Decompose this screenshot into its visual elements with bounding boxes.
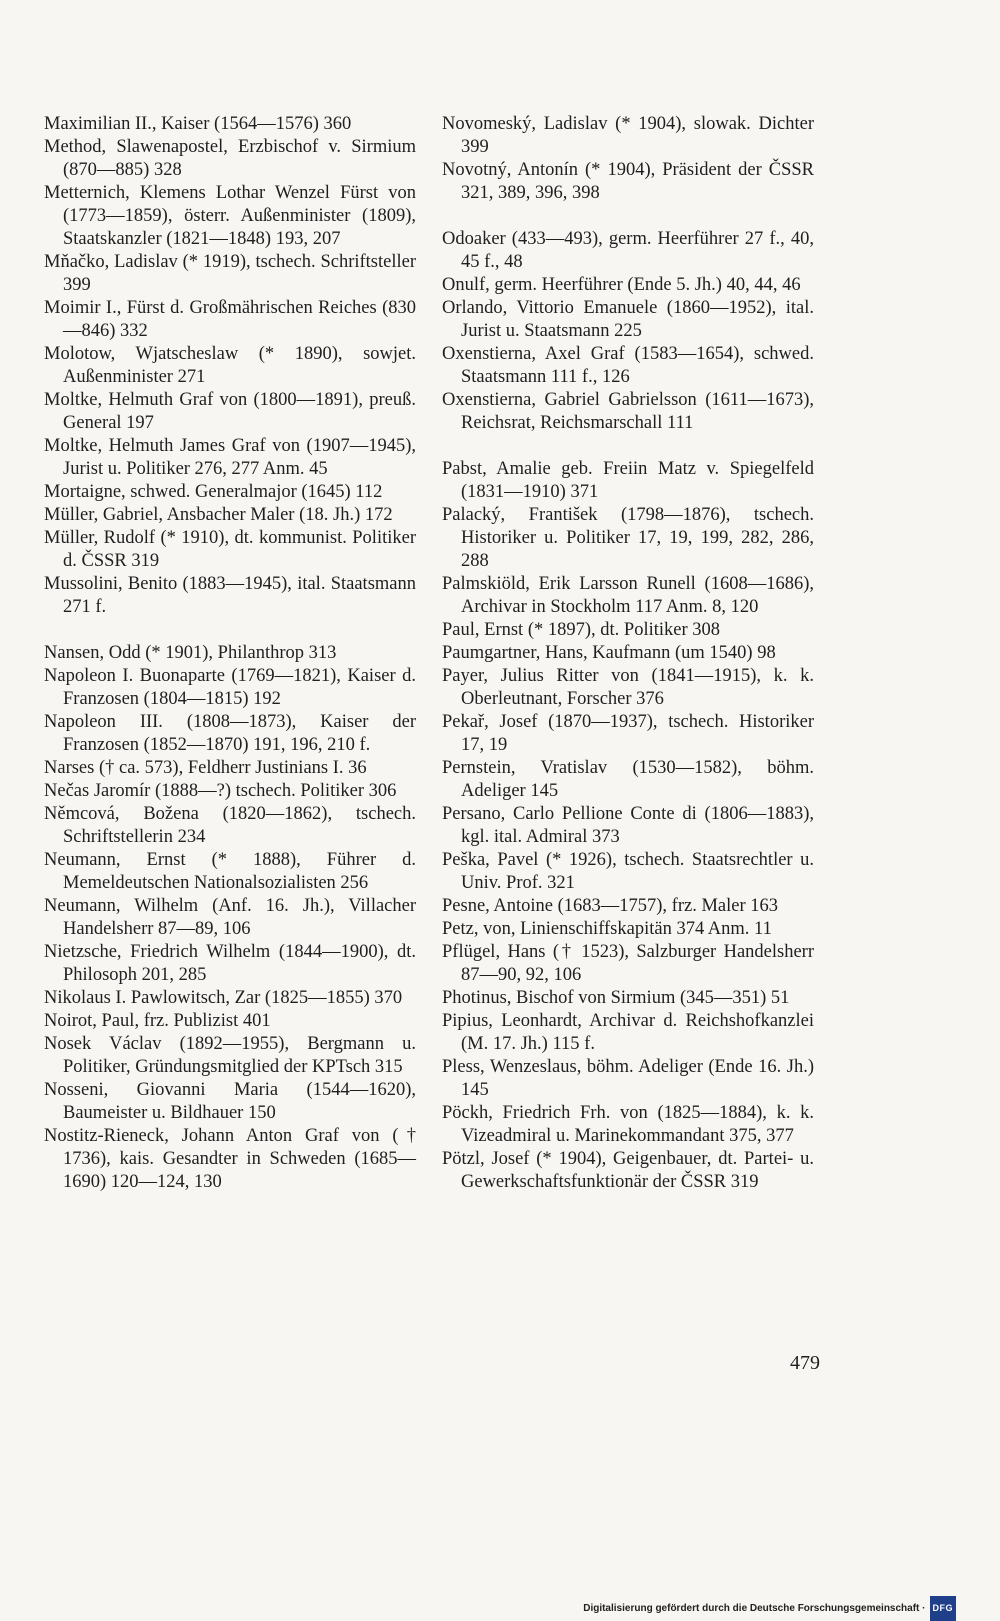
index-entry: Pöckh, Friedrich Frh. von (1825—1884), k. k. Vizeadmiral u. Marinekommandant 375, 377 [442,1103,814,1146]
index-entry: Paul, Ernst (* 1897), dt. Politiker 308 [442,620,720,640]
index-entry: Moimir I., Fürst d. Großmährischen Reiches (830—846) 332 [44,298,416,341]
index-entry: Narses († ca. 573), Feldherr Justinians I. 36 [44,758,367,778]
index-entry: Payer, Julius Ritter von (1841—1915), k. k. Oberleutnant, Forscher 376 [442,666,814,709]
index-entry: Persano, Carlo Pellione Conte di (1806—1883), kgl. ital. Admiral 373 [442,804,814,847]
index-entry: Onulf, germ. Heerführer (Ende 5. Jh.) 40, 44, 46 [442,275,801,295]
index-entry: Nečas Jaromír (1888—?) tschech. Politiker 306 [44,781,397,801]
letter-section-gap [44,619,416,642]
index-entry: Paumgartner, Hans, Kaufmann (um 1540) 98 [442,643,776,663]
letter-section-gap [442,435,814,458]
index-entry: Mussolini, Benito (1883—1945), ital. Staatsmann 271 f. [44,574,416,617]
page-number: 479 [790,1352,820,1374]
index-entry: Molotow, Wjatscheslaw (* 1890), sowjet. Außenminister 271 [44,344,416,387]
index-entry: Müller, Rudolf (* 1910), dt. kommunist. Politiker d. ČSSR 319 [44,528,416,571]
index-entry: Palacký, František (1798—1876), tschech. Historiker u. Politiker 17, 19, 199, 282, 286, 288 [442,505,814,571]
index-entry: Peška, Pavel (* 1926), tschech. Staatsrechtler u. Univ. Prof. 321 [442,850,814,893]
index-entry: Němcová, Božena (1820—1862), tschech. Schriftstellerin 234 [44,804,416,847]
index-entry: Petz, von, Linienschiffskapitän 374 Anm. 11 [442,919,772,939]
index-entry: Nostitz-Rieneck, Johann Anton Graf von († 1736), kais. Gesandter in Schweden (1685—1690) 120—124, 130 [44,1126,416,1192]
index-entry: Pernstein, Vratislav (1530—1582), böhm. Adeliger 145 [442,758,814,801]
index-entry: Moltke, Helmuth James Graf von (1907—1945), Jurist u. Politiker 276, 277 Anm. 45 [44,436,416,479]
index-entry: Neumann, Ernst (* 1888), Führer d. Memeldeutschen Nationalsozialisten 256 [44,850,416,893]
index-entry: Müller, Gabriel, Ansbacher Maler (18. Jh.) 172 [44,505,393,525]
index-entry: Nosek Václav (1892—1955), Bergmann u. Politiker, Gründungsmitglied der KPTsch 315 [44,1034,416,1077]
index-entry: Pekař, Josef (1870—1937), tschech. Historiker 17, 19 [442,712,814,755]
index-entry: Pipius, Leonhardt, Archivar d. Reichshofkanzlei (M. 17. Jh.) 115 f. [442,1011,814,1054]
index-entry: Neumann, Wilhelm (Anf. 16. Jh.), Villacher Handelsherr 87—89, 106 [44,896,416,939]
index-entry: Pesne, Antoine (1683—1757), frz. Maler 163 [442,896,779,916]
index-entry: Maximilian II., Kaiser (1564—1576) 360 [44,114,352,134]
index-entry: Mňačko, Ladislav (* 1919), tschech. Schriftsteller 399 [44,252,416,295]
index-entry: Noirot, Paul, frz. Publizist 401 [44,1011,271,1031]
index-entry: Nietzsche, Friedrich Wilhelm (1844—1900), dt. Philosoph 201, 285 [44,942,416,985]
index-entry: Moltke, Helmuth Graf von (1800—1891), preuß. General 197 [44,390,416,433]
index-entry: Orlando, Vittorio Emanuele (1860—1952), ital. Jurist u. Staatsmann 225 [442,298,814,341]
index-entry: Method, Slawenapostel, Erzbischof v. Sirmium (870—885) 328 [44,137,416,180]
letter-section-gap [442,205,814,228]
footer-credit [583,1596,956,1621]
index-entry: Pless, Wenzeslaus, böhm. Adeliger (Ende 16. Jh.) 145 [442,1057,814,1100]
index-entry: Photinus, Bischof von Sirmium (345—351) 51 [442,988,790,1008]
index-entry: Nikolaus I. Pawlowitsch, Zar (1825—1855) 370 [44,988,403,1008]
index-entry: Nansen, Odd (* 1901), Philanthrop 313 [44,643,337,663]
index-entry: Novomeský, Ladislav (* 1904), slowak. Dichter 399 [442,114,814,157]
index-entry: Nosseni, Giovanni Maria (1544—1620), Baumeister u. Bildhauer 150 [44,1080,416,1123]
index-entry: Oxenstierna, Gabriel Gabrielsson (1611—1673), Reichsrat, Reichsmarschall 111 [442,390,814,433]
index-entry: Pabst, Amalie geb. Freiin Matz v. Spiegelfeld (1831—1910) 371 [442,459,814,502]
index-entry: Napoleon III. (1808—1873), Kaiser der Franzosen (1852—1870) 191, 196, 210 f. [44,712,416,755]
index-entry: Oxenstierna, Axel Graf (1583—1654), schwed. Staatsmann 111 f., 126 [442,344,814,387]
index-entry: Pötzl, Josef (* 1904), Geigenbauer, dt. Partei- u. Gewerkschaftsfunktionär der ČSSR 319 [442,1149,814,1192]
index-entry: Pflügel, Hans († 1523), Salzburger Handelsherr 87—90, 92, 106 [442,942,814,985]
index-entry: Metternich, Klemens Lothar Wenzel Fürst von (1773—1859), österr. Außenminister (1809), Staatskanzler (1821—1848) 193, 207 [44,183,416,249]
index-entry: Odoaker (433—493), germ. Heerführer 27 f., 40, 45 f., 48 [442,229,814,272]
index-entry: Mortaigne, schwed. Generalmajor (1645) 112 [44,482,383,502]
index-entry: Palmskiöld, Erik Larsson Runell (1608—1686), Archivar in Stockholm 117 Anm. 8, 120 [442,574,814,617]
index-entry: Napoleon I. Buonaparte (1769—1821), Kaiser d. Franzosen (1804—1815) 192 [44,666,416,709]
index-column-right [442,113,814,1194]
index-entry: Novotný, Antonín (* 1904), Präsident der ČSSR 321, 389, 396, 398 [442,160,814,203]
index-column-left [44,113,416,1194]
dfg-logo: DFG [930,1596,957,1621]
footer-text: Digitalisierung gefördert durch die Deutsche Forschungsgemeinschaft · [583,1603,926,1614]
